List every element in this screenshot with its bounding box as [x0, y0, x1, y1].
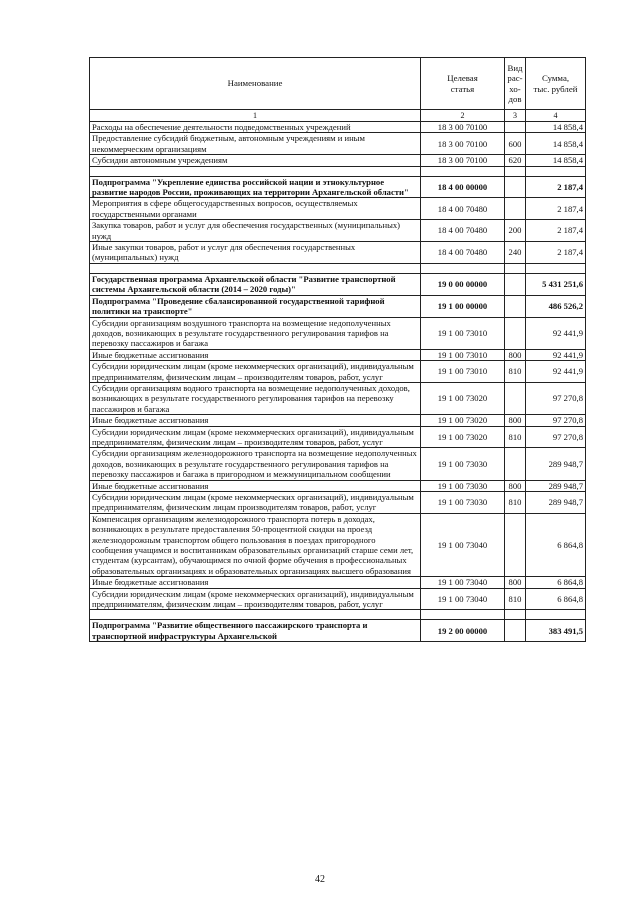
column-number: 1 [90, 110, 421, 122]
row-expense-type-cell [505, 620, 526, 642]
row-sum-cell: 383 491,5 [526, 620, 586, 642]
row-code-cell: 19 1 00 00000 [421, 295, 505, 317]
row-name-cell: Иные бюджетные ассигнования [90, 349, 421, 360]
table-row [90, 220, 586, 242]
row-name-cell: Подпрограмма "Проведение сбалансированной государственной тарифной политики на транспорте" [90, 295, 421, 317]
table-row [90, 620, 586, 642]
table-row [90, 198, 586, 220]
row-code-cell [421, 263, 505, 273]
row-sum-cell: 14 858,4 [526, 155, 586, 166]
row-name-cell: Субсидии организациям железнодорожного транспорта на возмещение недополученных доходов, возникающих в результате государственного регулирования тарифов на перевозку пассажиров и багажа в пригородном и межмуниципальном сообщении [90, 448, 421, 480]
row-name-cell: Подпрограмма "Укрепление единства российской нации и этнокультурное развитие народов России, проживающих на территории Архангельской области" [90, 176, 421, 198]
row-expense-type-cell: 800 [505, 415, 526, 426]
row-code-cell: 19 1 00 73030 [421, 492, 505, 514]
table-row [90, 426, 586, 448]
row-code-cell: 19 1 00 73010 [421, 317, 505, 349]
row-name-cell: Расходы на обеспечение деятельности подведомственных учреждений [90, 122, 421, 133]
table-row [90, 492, 586, 514]
row-expense-type-cell: 240 [505, 242, 526, 264]
row-code-cell [421, 610, 505, 620]
spacer-row [90, 166, 586, 176]
table-row [90, 122, 586, 133]
row-sum-cell: 92 441,9 [526, 349, 586, 360]
header-name: Наименование [90, 58, 421, 110]
row-code-cell: 19 1 00 73040 [421, 588, 505, 610]
table-row [90, 133, 586, 155]
column-number: 4 [526, 110, 586, 122]
row-name-cell: Субсидии организациям водного транспорта на возмещение недополученных доходов, возникающих в результате государственного регулирования тарифов на перевозку пассажиров и багажа [90, 382, 421, 414]
row-sum-cell [526, 166, 586, 176]
table-row [90, 588, 586, 610]
row-expense-type-cell: 810 [505, 361, 526, 383]
table-row [90, 382, 586, 414]
table-row [90, 242, 586, 264]
row-name-cell: Мероприятия в сфере общегосударственных вопросов, осуществляемых государственными органами [90, 198, 421, 220]
row-expense-type-cell [505, 198, 526, 220]
row-sum-cell: 289 948,7 [526, 480, 586, 491]
row-expense-type-cell [505, 610, 526, 620]
table-row [90, 361, 586, 383]
table-row [90, 577, 586, 588]
row-code-cell: 19 1 00 73020 [421, 426, 505, 448]
row-code-cell [421, 166, 505, 176]
row-expense-type-cell: 200 [505, 220, 526, 242]
row-sum-cell: 6 864,8 [526, 513, 586, 576]
row-name-cell: Иные бюджетные ассигнования [90, 577, 421, 588]
row-name-cell: Субсидии юридическим лицам (кроме некоммерческих организаций), индивидуальным предпринимателям, физическим лицам – производителям товаров, работ, услуг [90, 361, 421, 383]
row-sum-cell: 97 270,8 [526, 382, 586, 414]
row-expense-type-cell [505, 166, 526, 176]
table-header-row [90, 58, 586, 110]
column-number-row [90, 110, 586, 122]
row-sum-cell: 92 441,9 [526, 361, 586, 383]
row-expense-type-cell: 810 [505, 426, 526, 448]
page-number: 42 [315, 874, 325, 885]
table-row [90, 480, 586, 491]
row-code-cell: 19 1 00 73030 [421, 448, 505, 480]
table-row [90, 295, 586, 317]
row-sum-cell: 14 858,4 [526, 122, 586, 133]
row-code-cell: 18 4 00 70480 [421, 198, 505, 220]
budget-table [89, 57, 586, 642]
row-sum-cell: 289 948,7 [526, 492, 586, 514]
row-code-cell: 19 1 00 73010 [421, 349, 505, 360]
row-name-cell: Субсидии организациям воздушного транспорта на возмещение недополученных доходов, возникающих в результате государственного регулирования тарифов на перевозку пассажиров и багажа [90, 317, 421, 349]
table-row [90, 176, 586, 198]
row-sum-cell: 2 187,4 [526, 220, 586, 242]
row-code-cell: 18 3 00 70100 [421, 155, 505, 166]
row-code-cell: 19 1 00 73010 [421, 361, 505, 383]
row-expense-type-cell [505, 176, 526, 198]
row-name-cell: Субсидии автономным учреждениям [90, 155, 421, 166]
table-row [90, 415, 586, 426]
header-target-article: Целевая статья [421, 58, 505, 110]
row-code-cell: 19 1 00 73040 [421, 577, 505, 588]
row-code-cell: 19 2 00 00000 [421, 620, 505, 642]
row-sum-cell: 97 270,8 [526, 415, 586, 426]
column-number: 3 [505, 110, 526, 122]
row-code-cell: 19 1 00 73020 [421, 415, 505, 426]
row-expense-type-cell [505, 263, 526, 273]
row-name-cell: Закупка товаров, работ и услуг для обеспечения государственных (муниципальных) нужд [90, 220, 421, 242]
row-sum-cell: 97 270,8 [526, 426, 586, 448]
row-expense-type-cell [505, 317, 526, 349]
row-sum-cell: 6 864,8 [526, 577, 586, 588]
row-name-cell: Государственная программа Архангельской области "Развитие транспортной системы Архангельской области (2014 – 2020 годы)" [90, 273, 421, 295]
row-expense-type-cell: 800 [505, 577, 526, 588]
row-sum-cell [526, 263, 586, 273]
column-number: 2 [421, 110, 505, 122]
row-expense-type-cell: 620 [505, 155, 526, 166]
row-code-cell: 18 3 00 70100 [421, 122, 505, 133]
table-row [90, 273, 586, 295]
row-expense-type-cell [505, 295, 526, 317]
table-row [90, 513, 586, 576]
row-name-cell [90, 610, 421, 620]
table-row [90, 317, 586, 349]
row-expense-type-cell: 600 [505, 133, 526, 155]
header-expense-type: Вид рас- хо- дов [505, 58, 526, 110]
row-code-cell: 18 4 00 70480 [421, 220, 505, 242]
row-sum-cell: 486 526,2 [526, 295, 586, 317]
budget-table-page [89, 57, 585, 642]
row-code-cell: 18 4 00 00000 [421, 176, 505, 198]
row-code-cell: 18 3 00 70100 [421, 133, 505, 155]
row-name-cell: Субсидии юридическим лицам (кроме некоммерческих организаций), индивидуальным предпринимателям, физическим лицам – производителям товаров, работ, услуг [90, 588, 421, 610]
row-sum-cell: 92 441,9 [526, 317, 586, 349]
row-name-cell: Субсидии юридическим лицам (кроме некоммерческих организаций), индивидуальным предпринимателям, физическим лицам производителям товаров, работ, услуг [90, 492, 421, 514]
row-name-cell [90, 166, 421, 176]
row-sum-cell: 14 858,4 [526, 133, 586, 155]
row-expense-type-cell: 800 [505, 349, 526, 360]
table-row [90, 155, 586, 166]
row-sum-cell: 2 187,4 [526, 198, 586, 220]
table-row [90, 349, 586, 360]
row-expense-type-cell: 800 [505, 480, 526, 491]
row-name-cell: Субсидии юридическим лицам (кроме некоммерческих организаций), индивидуальным предпринимателям, физическим лицам – производителям товаров, работ, услуг [90, 426, 421, 448]
row-name-cell: Иные закупки товаров, работ и услуг для обеспечения государственных (муниципальных) нужд [90, 242, 421, 264]
row-code-cell: 19 1 00 73030 [421, 480, 505, 491]
row-sum-cell: 289 948,7 [526, 448, 586, 480]
table-row [90, 448, 586, 480]
row-sum-cell: 5 431 251,6 [526, 273, 586, 295]
row-name-cell: Иные бюджетные ассигнования [90, 415, 421, 426]
spacer-row [90, 610, 586, 620]
row-expense-type-cell [505, 273, 526, 295]
row-sum-cell [526, 610, 586, 620]
row-expense-type-cell [505, 448, 526, 480]
header-sum: Сумма, тыс. рублей [526, 58, 586, 110]
row-code-cell: 19 1 00 73040 [421, 513, 505, 576]
row-expense-type-cell: 810 [505, 588, 526, 610]
row-name-cell: Компенсация организациям железнодорожного транспорта потерь в доходах, возникающих в результате предоставления 50-процентной скидки на проезд железнодорожным транспортом общего пользования в поездах пригородного сообщения учащимся и воспитанникам образовательных организаций старше семи лет, студентам (курсантам), обучающимся по очной форме обучения в профессиональных образовательных организациях и образовательных организациях высшего образования [90, 513, 421, 576]
row-expense-type-cell [505, 382, 526, 414]
row-sum-cell: 2 187,4 [526, 176, 586, 198]
row-name-cell: Иные бюджетные ассигнования [90, 480, 421, 491]
row-name-cell: Предоставление субсидий бюджетным, автономным учреждениям и иным некоммерческим организациям [90, 133, 421, 155]
row-expense-type-cell [505, 513, 526, 576]
row-name-cell [90, 263, 421, 273]
row-code-cell: 19 1 00 73020 [421, 382, 505, 414]
row-expense-type-cell [505, 122, 526, 133]
row-sum-cell: 2 187,4 [526, 242, 586, 264]
row-code-cell: 18 4 00 70480 [421, 242, 505, 264]
row-name-cell: Подпрограмма "Развитие общественного пассажирского транспорта и транспортной инфраструктуры Архангельской [90, 620, 421, 642]
row-expense-type-cell: 810 [505, 492, 526, 514]
spacer-row [90, 263, 586, 273]
row-sum-cell: 6 864,8 [526, 588, 586, 610]
row-code-cell: 19 0 00 00000 [421, 273, 505, 295]
